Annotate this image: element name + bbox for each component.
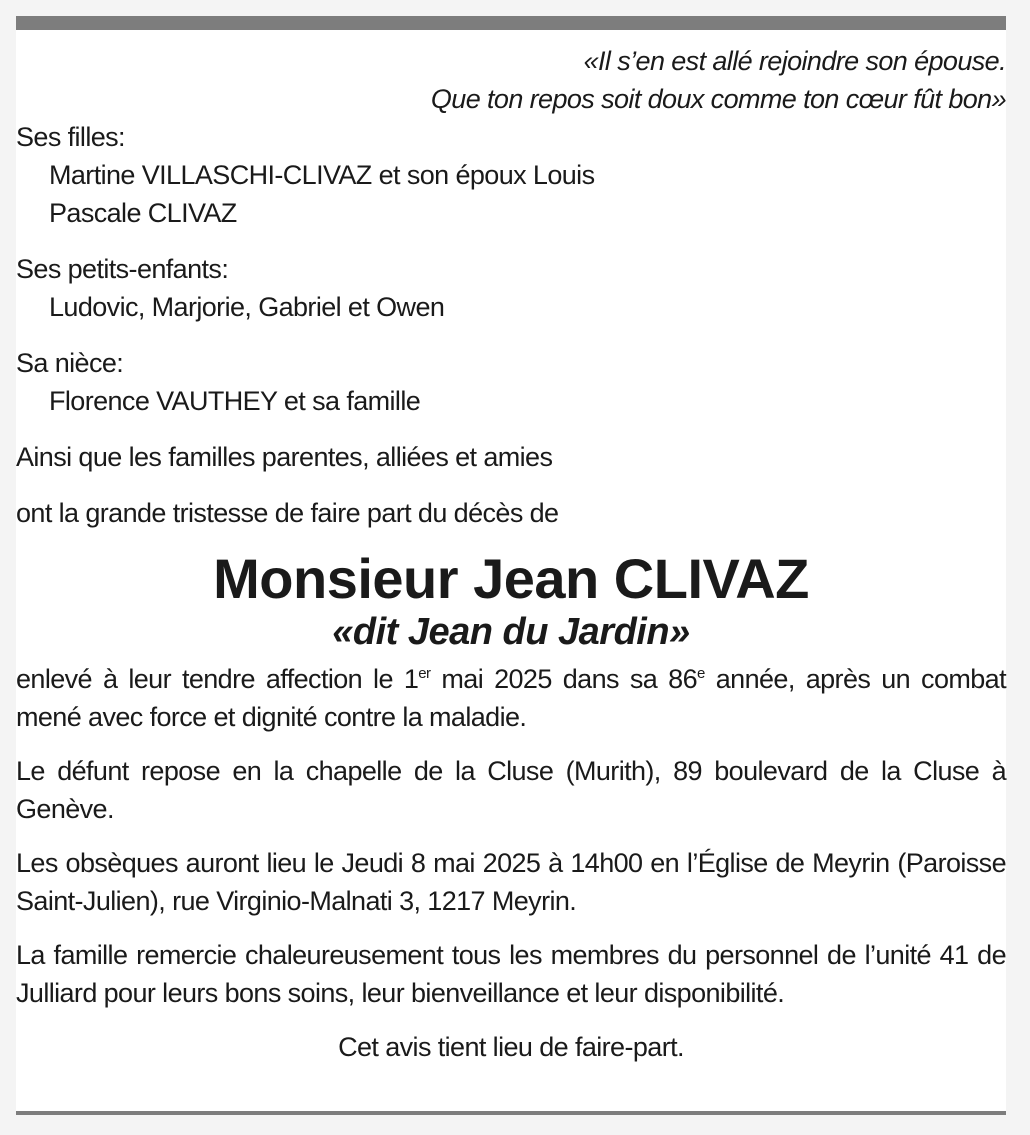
death-text: mai 2025 dans sa 86 (430, 664, 698, 694)
death-paragraph (16, 660, 1006, 736)
family-member: Florence VAUTHEY et sa famille (49, 386, 421, 416)
deceased-nickname: «dit Jean du Jardin» (332, 611, 690, 653)
niece-group (16, 344, 1006, 420)
death-text: année, après un combat mené avec force et dignité contre la maladie. (16, 664, 1006, 732)
family-member: Martine VILLASCHI-CLIVAZ et son époux Louis (49, 160, 595, 190)
obituary-notice (16, 16, 1006, 1115)
funeral-paragraph: Les obsèques auront lieu le Jeudi 8 mai 2025 à 14h00 en l’Église de Meyrin (Paroisse Saint-Julien), rue Virginio-Malnati 3, 1217 Meyrin. (16, 848, 1006, 916)
daughters-group (16, 118, 1006, 232)
group-label: Ses filles: (16, 122, 125, 152)
epigraph-line: «Il s’en est allé rejoindre son épouse. (583, 46, 1006, 76)
repose-paragraph: Le défunt repose en la chapelle de la Cluse (Murith), 89 boulevard de la Cluse à Genève. (16, 756, 1006, 824)
family-member: Ludovic, Marjorie, Gabriel et Owen (49, 292, 445, 322)
epigraph-line: Que ton repos soit doux comme ton cœur fût bon» (430, 84, 1006, 114)
bottom-rule (16, 1111, 1006, 1115)
group-label: Sa nièce: (16, 348, 124, 378)
epigraph (16, 42, 1006, 118)
ordinal-suffix: e (697, 665, 705, 682)
notice-content (16, 42, 1006, 1066)
deceased-name: Monsieur Jean CLIVAZ (213, 547, 809, 610)
family-member: Pascale CLIVAZ (49, 198, 237, 228)
top-rule (16, 16, 1006, 30)
grandchildren-group (16, 250, 1006, 326)
families-line: Ainsi que les familles parentes, alliées et amies (16, 442, 553, 472)
group-label: Ses petits-enfants: (16, 254, 229, 284)
thanks-paragraph: La famille remercie chaleureusement tous les membres du personnel de l’unité 41 de Julliard pour leurs bons soins, leur bienveillance et leur disponibilité. (16, 940, 1006, 1008)
announcement-line: ont la grande tristesse de faire part du décès de (16, 498, 559, 528)
ordinal-suffix: er (418, 665, 431, 682)
closing-line: Cet avis tient lieu de faire-part. (338, 1032, 684, 1062)
death-text: enlevé à leur tendre affection le 1 (16, 664, 419, 694)
